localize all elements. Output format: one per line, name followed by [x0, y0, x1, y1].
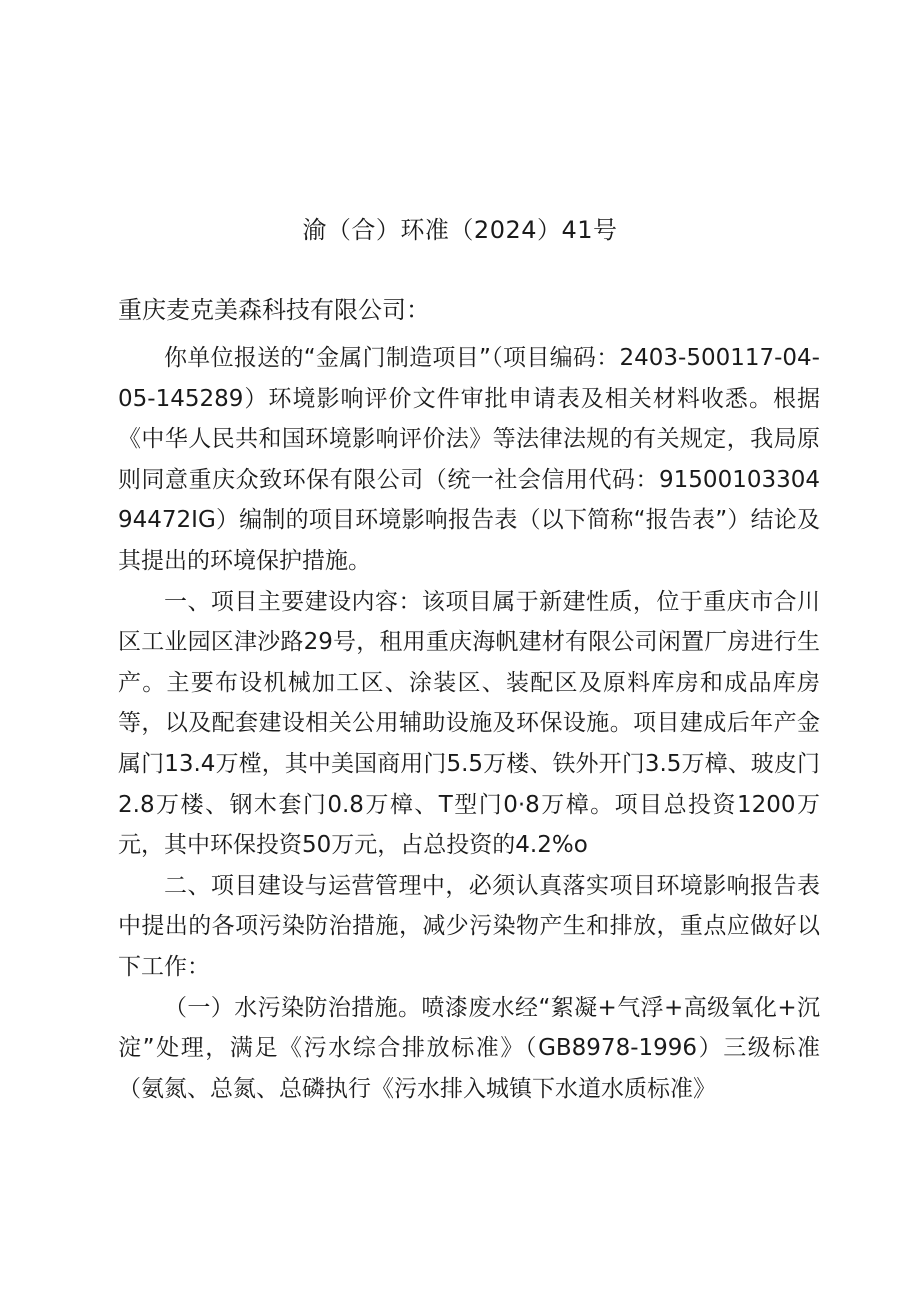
document-body — [118, 338, 820, 1109]
document-number: 渝（合）环准（2024）41号 — [302, 216, 618, 244]
paragraph-water-pollution: （一）水污染防治措施。喷漆废水经“絮凝+气浮+高级氧化+沉淀”处理，满足《污水综合排放标准》（GB8978-1996）三级标准（氨氮、总氮、总磷执行《污水排入城镇下水道水质标准》 — [118, 994, 820, 1102]
addressee: 重庆麦克美森科技有限公司： — [118, 296, 430, 324]
paragraph-section-2: 二、项目建设与运营管理中，必须认真落实项目环境影响报告表中提出的各项污染防治措施，减少污染物产生和排放，重点应做好以下工作： — [118, 872, 820, 980]
paragraph-section-1: 一、项目主要建设内容：该项目属于新建性质，位于重庆市合川区工业园区津沙路29号，租用重庆海帆建材有限公司闲置厂房进行生产。主要布设机械加工区、涂装区、装配区及原料库房和成品库房等，以及配套建设相关公用辅助设施及环保设施。项目建成后年产金属门13.4万樘，其中美国商用门5.5万楼、铁外开门3.5万樟、玻皮门2.8万楼、钢木套门0.8万樟、T型门0·8万樟。项目总投资1200万元，其中环保投资50万元，占总投资的4.2%o — [118, 588, 820, 859]
paragraph-intro: 你单位报送的“金属门制造项目”（项目编码：2403-500117-04-05-145289）环境影响评价文件审批申请表及相关材料收悉。根据《中华人民共和国环境影响评价法》等法律法规的有关规定，我局原则同意重庆众致环保有限公司（统一社会信用代码：9150010330494472IG）编制的项目环境影响报告表（以下简称“报告表”）结论及其提出的环境保护措施。 — [118, 345, 820, 574]
